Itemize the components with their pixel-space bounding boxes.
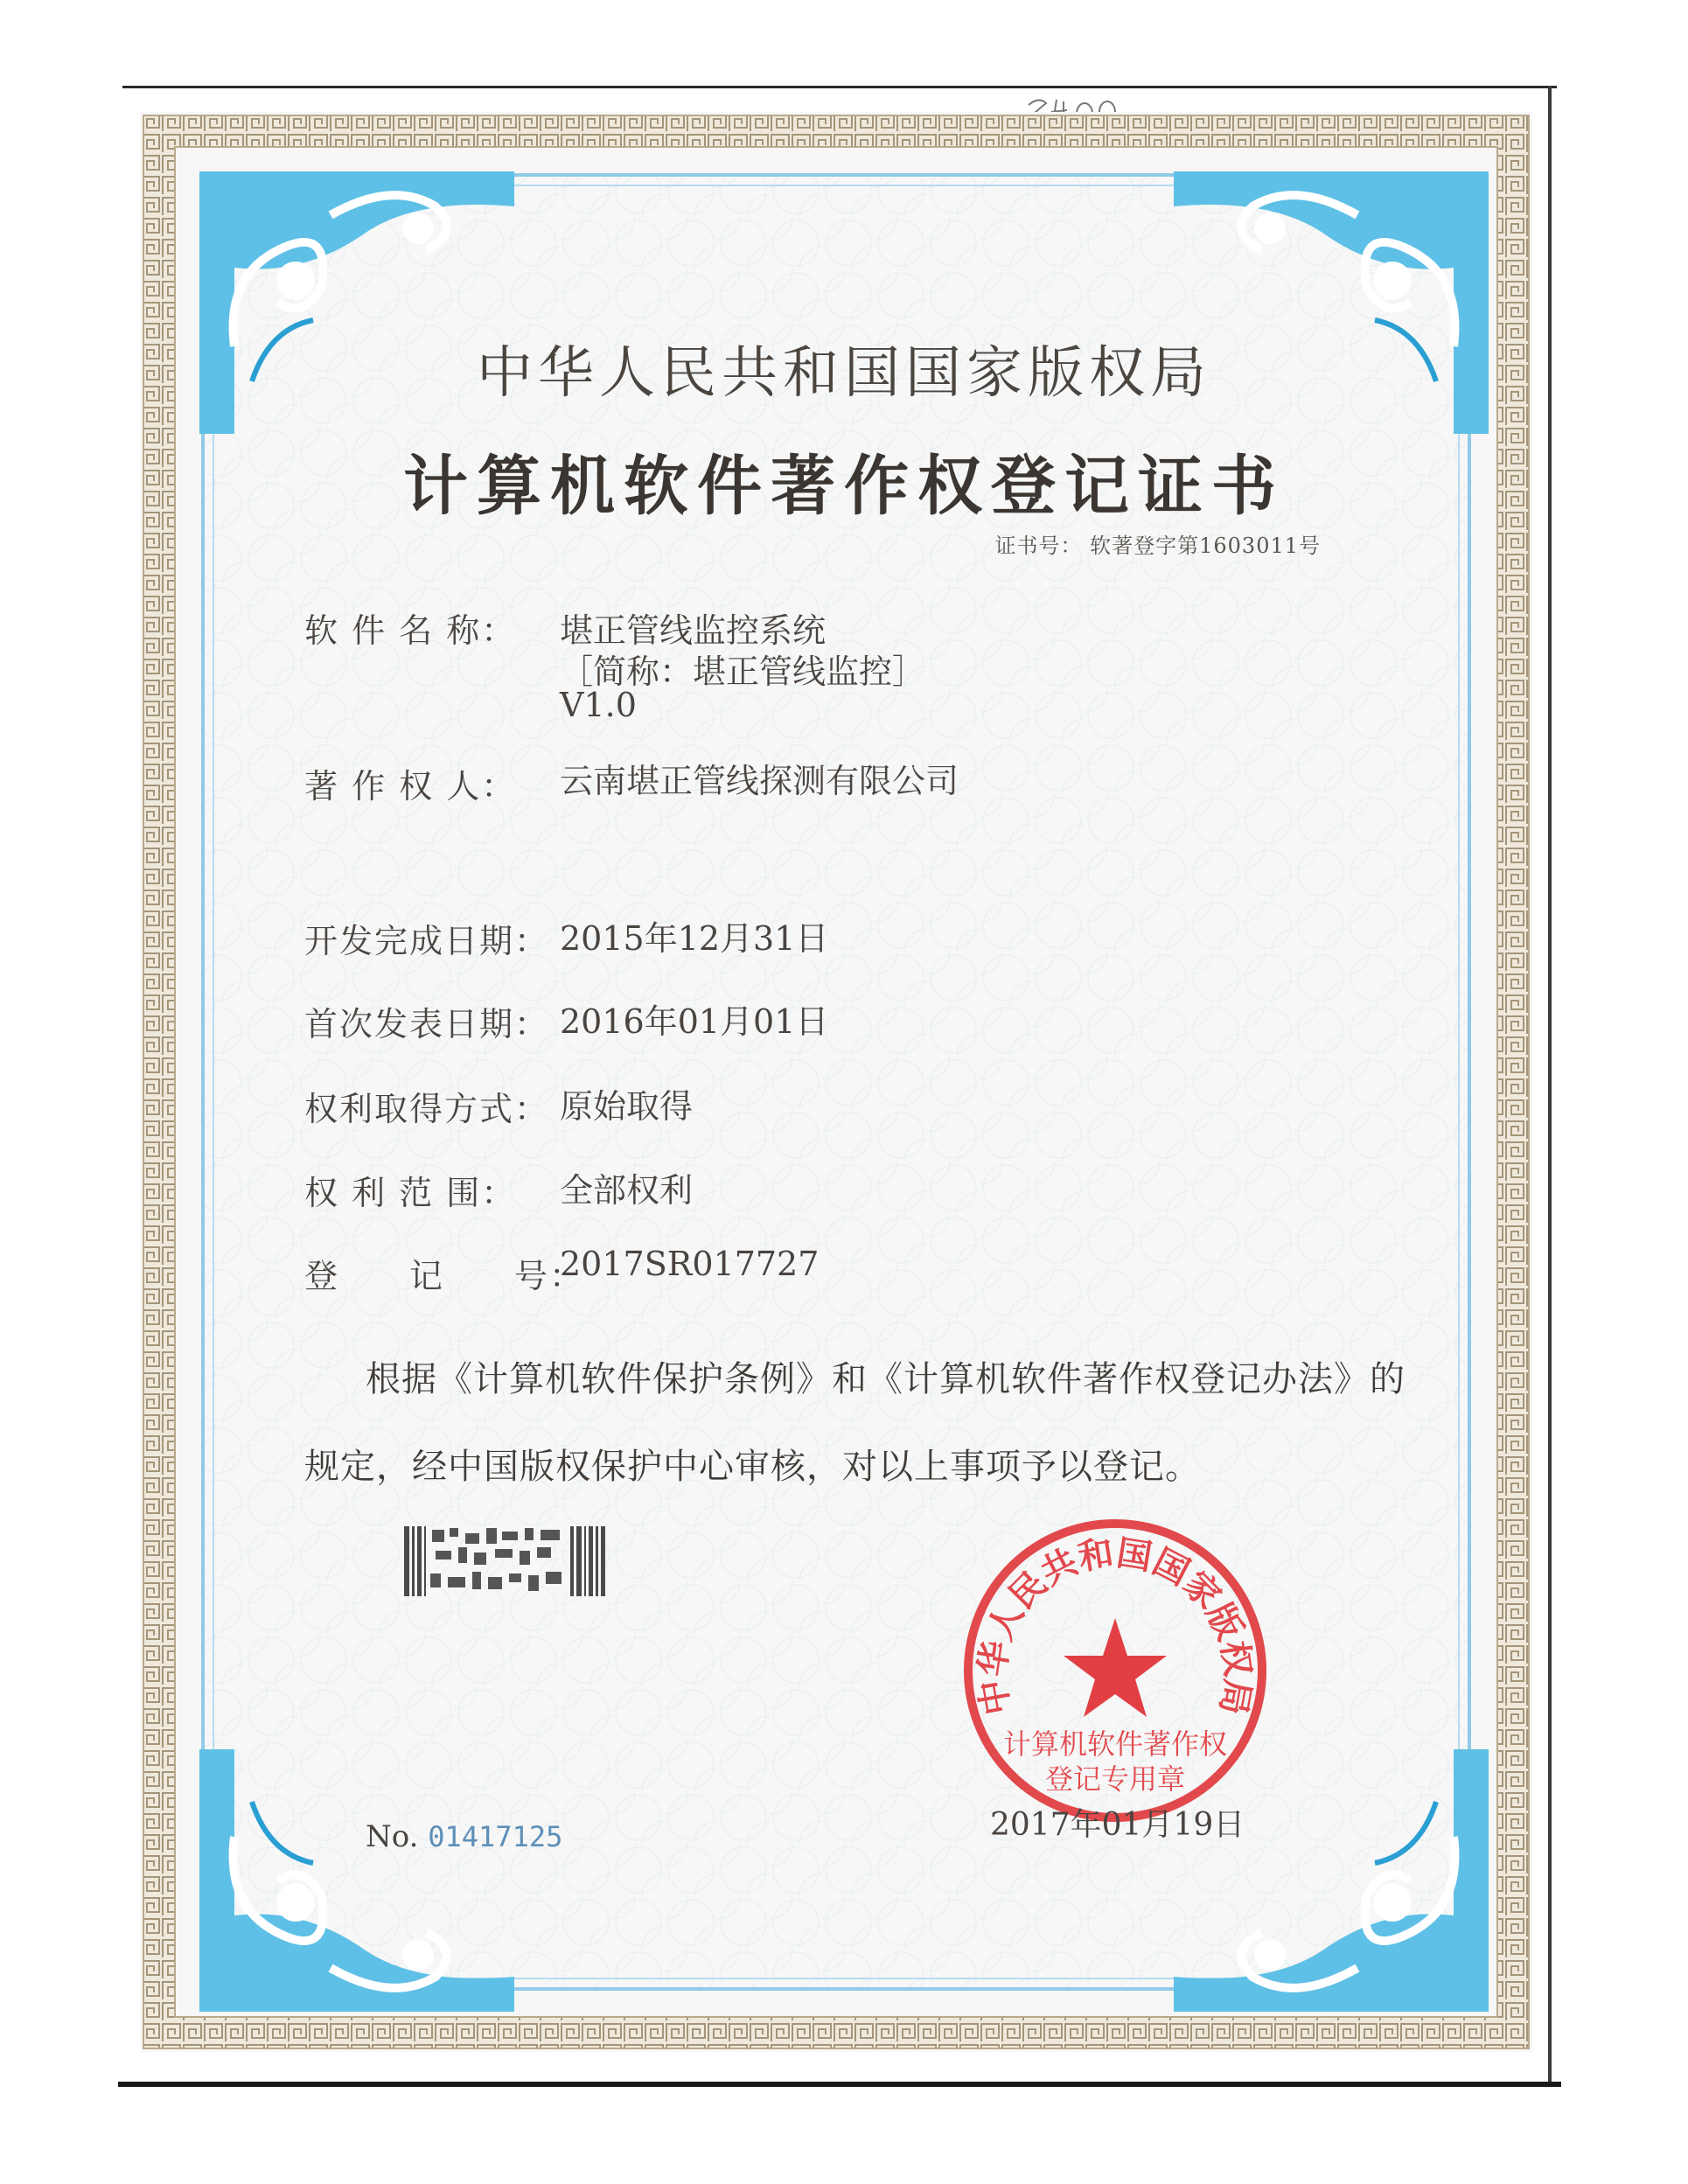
- issuing-agency: 中华人民共和国国家版权局: [477, 341, 1211, 406]
- field-value-short-name: ［简称：堪正管线监控］: [560, 652, 926, 691]
- field-label-publication-date: 首次发表日期：: [304, 1005, 550, 1043]
- statement-line-1: 根据《计算机软件保护条例》和《计算机软件著作权登记办法》的: [366, 1359, 1406, 1399]
- official-seal: [958, 1513, 1273, 1828]
- field-label-rights-scope: 权 利 范 围：: [304, 1174, 517, 1212]
- field-label-software-name: 软 件 名 称：: [304, 611, 517, 650]
- statement-line-2: 规定，经中国版权保护中心审核，对以上事项予以登记。: [304, 1447, 1201, 1487]
- serial-number: [366, 1819, 562, 1854]
- field-value-rights-scope: 全部权利: [560, 1171, 694, 1210]
- barcode: [404, 1526, 605, 1596]
- field-value-registration-number: 2017SR017727: [560, 1245, 820, 1283]
- field-label-copyright-owner: 著 作 权 人：: [304, 767, 517, 806]
- field-value-acquisition-method: 原始取得: [560, 1087, 694, 1126]
- issue-date: 2017年01月19日: [990, 1807, 1245, 1843]
- field-value-version: V1.0: [560, 686, 637, 724]
- field-label-registration-number: 登 记 号：: [304, 1257, 585, 1295]
- svg-text:登记专用章: 登记专用章: [1044, 1762, 1186, 1796]
- certificate-number: 证书号： 软著登字第1603011号: [994, 534, 1321, 558]
- field-value-copyright-owner: 云南堪正管线探测有限公司: [560, 762, 959, 800]
- scan-top-edge: [122, 86, 1557, 88]
- serial-number-value: 01417125: [428, 1820, 563, 1853]
- svg-text:计算机软件著作权: 计算机软件著作权: [1002, 1727, 1228, 1761]
- field-value-completion-date: 2015年12月31日: [560, 919, 829, 958]
- svg-text:中华人民共和国国家版权局: 中华人民共和国国家版权局: [972, 1532, 1259, 1719]
- certificate-title: 计算机软件著作权登记证书: [403, 449, 1285, 524]
- field-value-publication-date: 2016年01月01日: [560, 1002, 829, 1041]
- scan-bottom-edge: [118, 2082, 1561, 2087]
- corner-ornament-bottom-left: [199, 1749, 514, 2012]
- serial-prefix: No.: [366, 1819, 419, 1854]
- field-value-software-name: 堪正管线监控系统: [560, 611, 827, 650]
- field-label-acquisition-method: 权利取得方式：: [304, 1090, 550, 1128]
- field-label-completion-date: 开发完成日期：: [304, 922, 550, 960]
